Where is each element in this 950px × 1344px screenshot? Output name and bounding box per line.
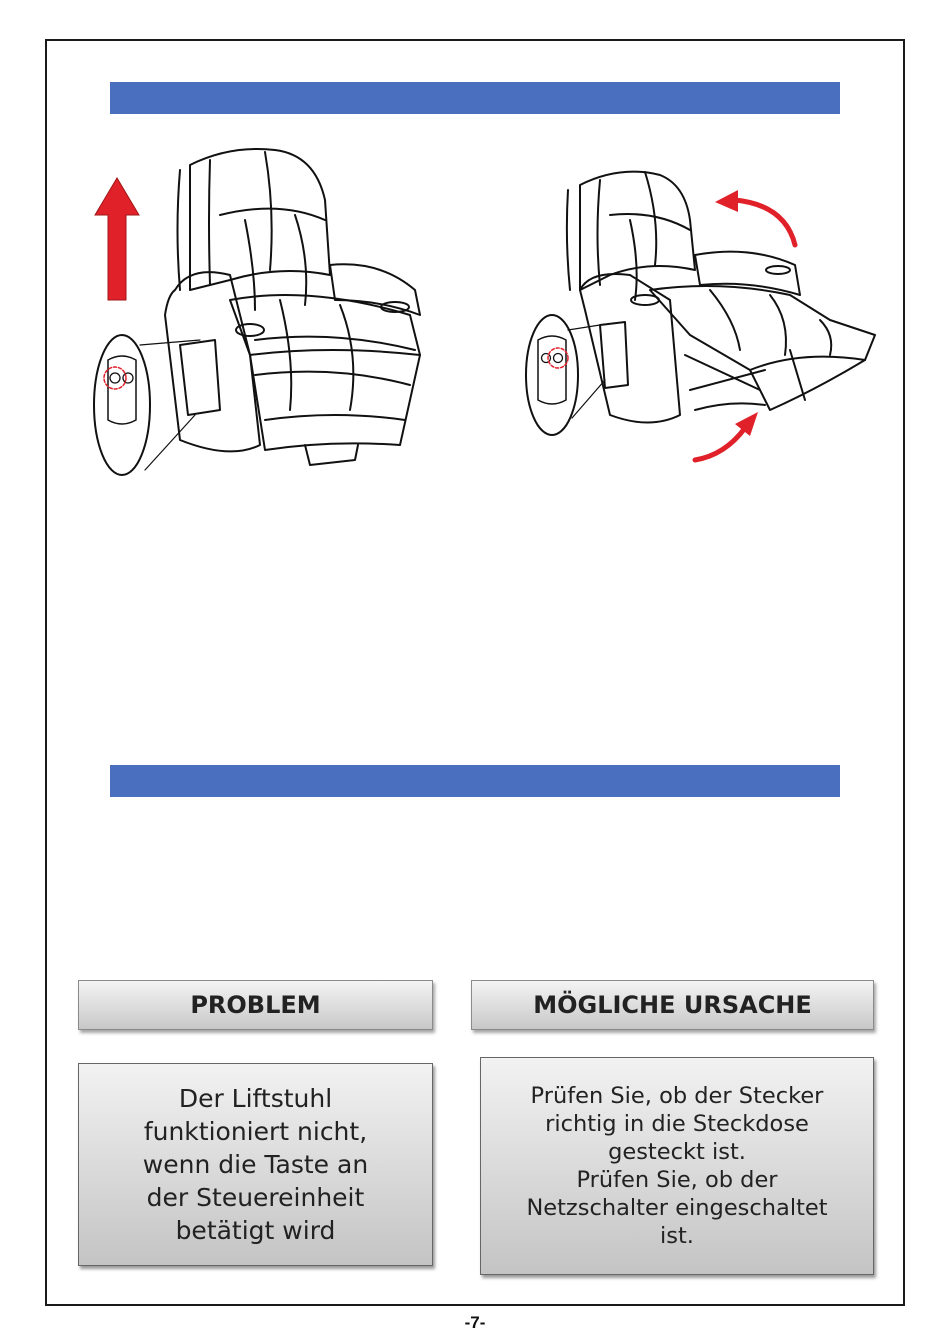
cause-box — [480, 1057, 874, 1275]
recliner-reclined-illustration — [520, 160, 890, 470]
page-number: -7- — [464, 1313, 486, 1332]
problem-text: Der Liftstuhl funktioniert nicht, wenn die Taste an der Steuereinheit betätigt wird — [142, 1084, 369, 1245]
cause-text: Prüfen Sie, ob der Stecker richtig in die Steckdose gesteckt ist. Prüfen Sie, ob der Netzschalter eingeschaltet ist. — [526, 1083, 828, 1249]
section-bar-middle — [110, 765, 840, 797]
section-bar-top — [110, 82, 840, 114]
arrow-up-icon — [95, 178, 139, 300]
cause-header: MÖGLICHE URSACHE — [471, 980, 874, 1030]
problem-box — [78, 1063, 433, 1266]
lift-chair-raised-illustration — [80, 140, 450, 485]
problem-header: PROBLEM — [78, 980, 433, 1030]
curved-arrow-back-icon — [735, 200, 795, 245]
curved-arrow-forward-icon — [695, 428, 745, 460]
